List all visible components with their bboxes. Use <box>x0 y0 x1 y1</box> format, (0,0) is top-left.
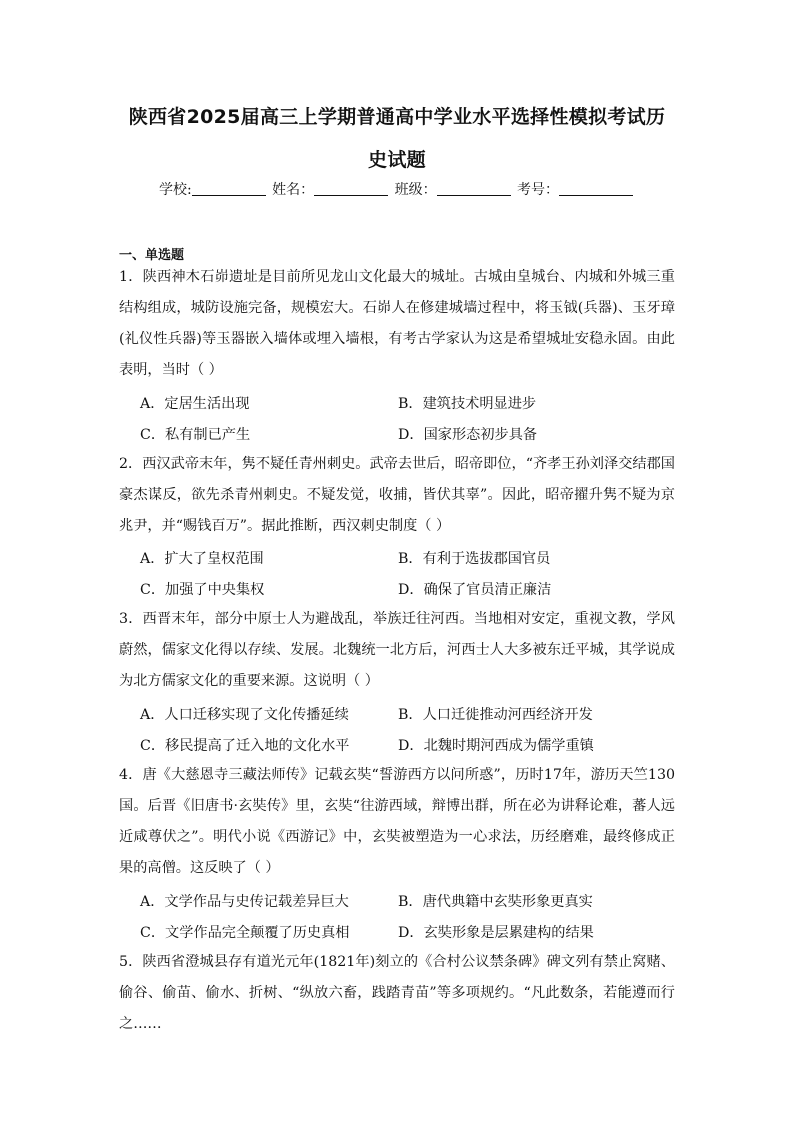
section-heading: 一、单选题 <box>119 248 185 263</box>
question-5-stem: 5．陕西省澄城县存有道光元年(1821年)刻立的《合村公议禁条碑》碑文列有禁止窝赌、偷谷、偷苗、偷水、折树、“纵放六畜，践踏青苗”等多项规约。“凡此数条，若能遵而行之…… <box>119 954 675 1032</box>
question-2-stem: 2．西汉武帝末年，隽不疑任青州刺史。武帝去世后，昭帝即位，“齐孝王孙刘泽交结郡国豪杰谋反，欲先杀青州刺史。不疑发觉，收捕，皆伏其辜”。因此，昭帝擢升隽不疑为京兆尹，并“赐钱百万”。据此推断，西汉刺史制度（ ） <box>119 456 675 534</box>
question-4-stem: 4．唐《大慈恩寺三藏法师传》记载玄奘“誓游西方以问所惑”，历时17年，游历天竺130国。后晋《旧唐书·玄奘传》里，玄奘“往游西域，辩博出群，所在必为讲释论难，蕃人远近咸尊伏之”。明代小说《西游记》中，玄奘被塑造为一心求法，历经磨难，最终修成正果的高僧。这反映了（ ） <box>119 767 675 876</box>
name-label: 姓名： <box>272 182 315 198</box>
question-1-option-d[interactable]: D．国家形态初步具备 <box>398 427 538 443</box>
question-4-option-b[interactable]: B．唐代典籍中玄奘形象更真实 <box>398 894 593 910</box>
class-label: 班级： <box>394 182 437 198</box>
question-4-option-c[interactable]: C．文学作品完全颠覆了历史真相 <box>140 925 350 941</box>
question-1-option-a[interactable]: A．定居生活出现 <box>140 396 250 412</box>
number-label: 考号： <box>517 182 560 198</box>
question-1-option-c[interactable]: C．私有制已产生 <box>140 427 251 443</box>
question-1-option-b[interactable]: B．建筑技术明显进步 <box>398 396 537 412</box>
question-3-option-a[interactable]: A．人口迁移实现了文化传播延续 <box>140 707 349 723</box>
school-blank[interactable] <box>192 182 266 196</box>
question-1-stem: 1．陕西神木石峁遗址是目前所见龙山文化最大的城址。古城由皇城台、内城和外城三重结构组成，城防设施完备，规模宏大。石峁人在修建城墙过程中，将玉钺(兵器)、玉牙璋(礼仪性兵器)等玉器嵌入墙体或埋入墙根，有考古学家认为这是希望城址安稳永固。由此表明，当时（ ） <box>119 269 675 378</box>
question-4-option-a[interactable]: A．文学作品与史传记载差异巨大 <box>140 894 349 910</box>
exam-title-line-1: 陕西省2025届高三上学期普通高中学业水平选择性模拟考试历 <box>128 106 666 128</box>
question-3-stem: 3．西晋末年，部分中原士人为避战乱，举族迁往河西。当地相对安定，重视文教，学风蔚然，儒家文化得以存续、发展。北魏统一北方后，河西士人大多被东迁平城，其学说成为北方儒家文化的重要来源。这说明（ ） <box>119 611 675 689</box>
school-label: 学校: <box>158 182 192 198</box>
question-2-option-a[interactable]: A．扩大了皇权范围 <box>140 551 264 567</box>
question-2-option-d[interactable]: D．确保了官员清正廉洁 <box>398 582 552 598</box>
question-2-option-c[interactable]: C．加强了中央集权 <box>140 582 265 598</box>
exam-title-line-2: 史试题 <box>368 149 426 171</box>
number-blank[interactable] <box>559 182 633 196</box>
question-2-option-b[interactable]: B．有利于选拔郡国官员 <box>398 551 551 567</box>
question-3-option-b[interactable]: B．人口迁徙推动河西经济开发 <box>398 707 593 723</box>
question-3-option-c[interactable]: C．移民提高了迁入地的文化水平 <box>140 738 350 754</box>
question-4-option-d[interactable]: D．玄奘形象是层累建构的结果 <box>398 925 594 941</box>
question-3-option-d[interactable]: D．北魏时期河西成为儒学重镇 <box>398 738 594 754</box>
class-blank[interactable] <box>437 182 511 196</box>
name-blank[interactable] <box>314 182 388 196</box>
student-info-row <box>0 181 794 199</box>
